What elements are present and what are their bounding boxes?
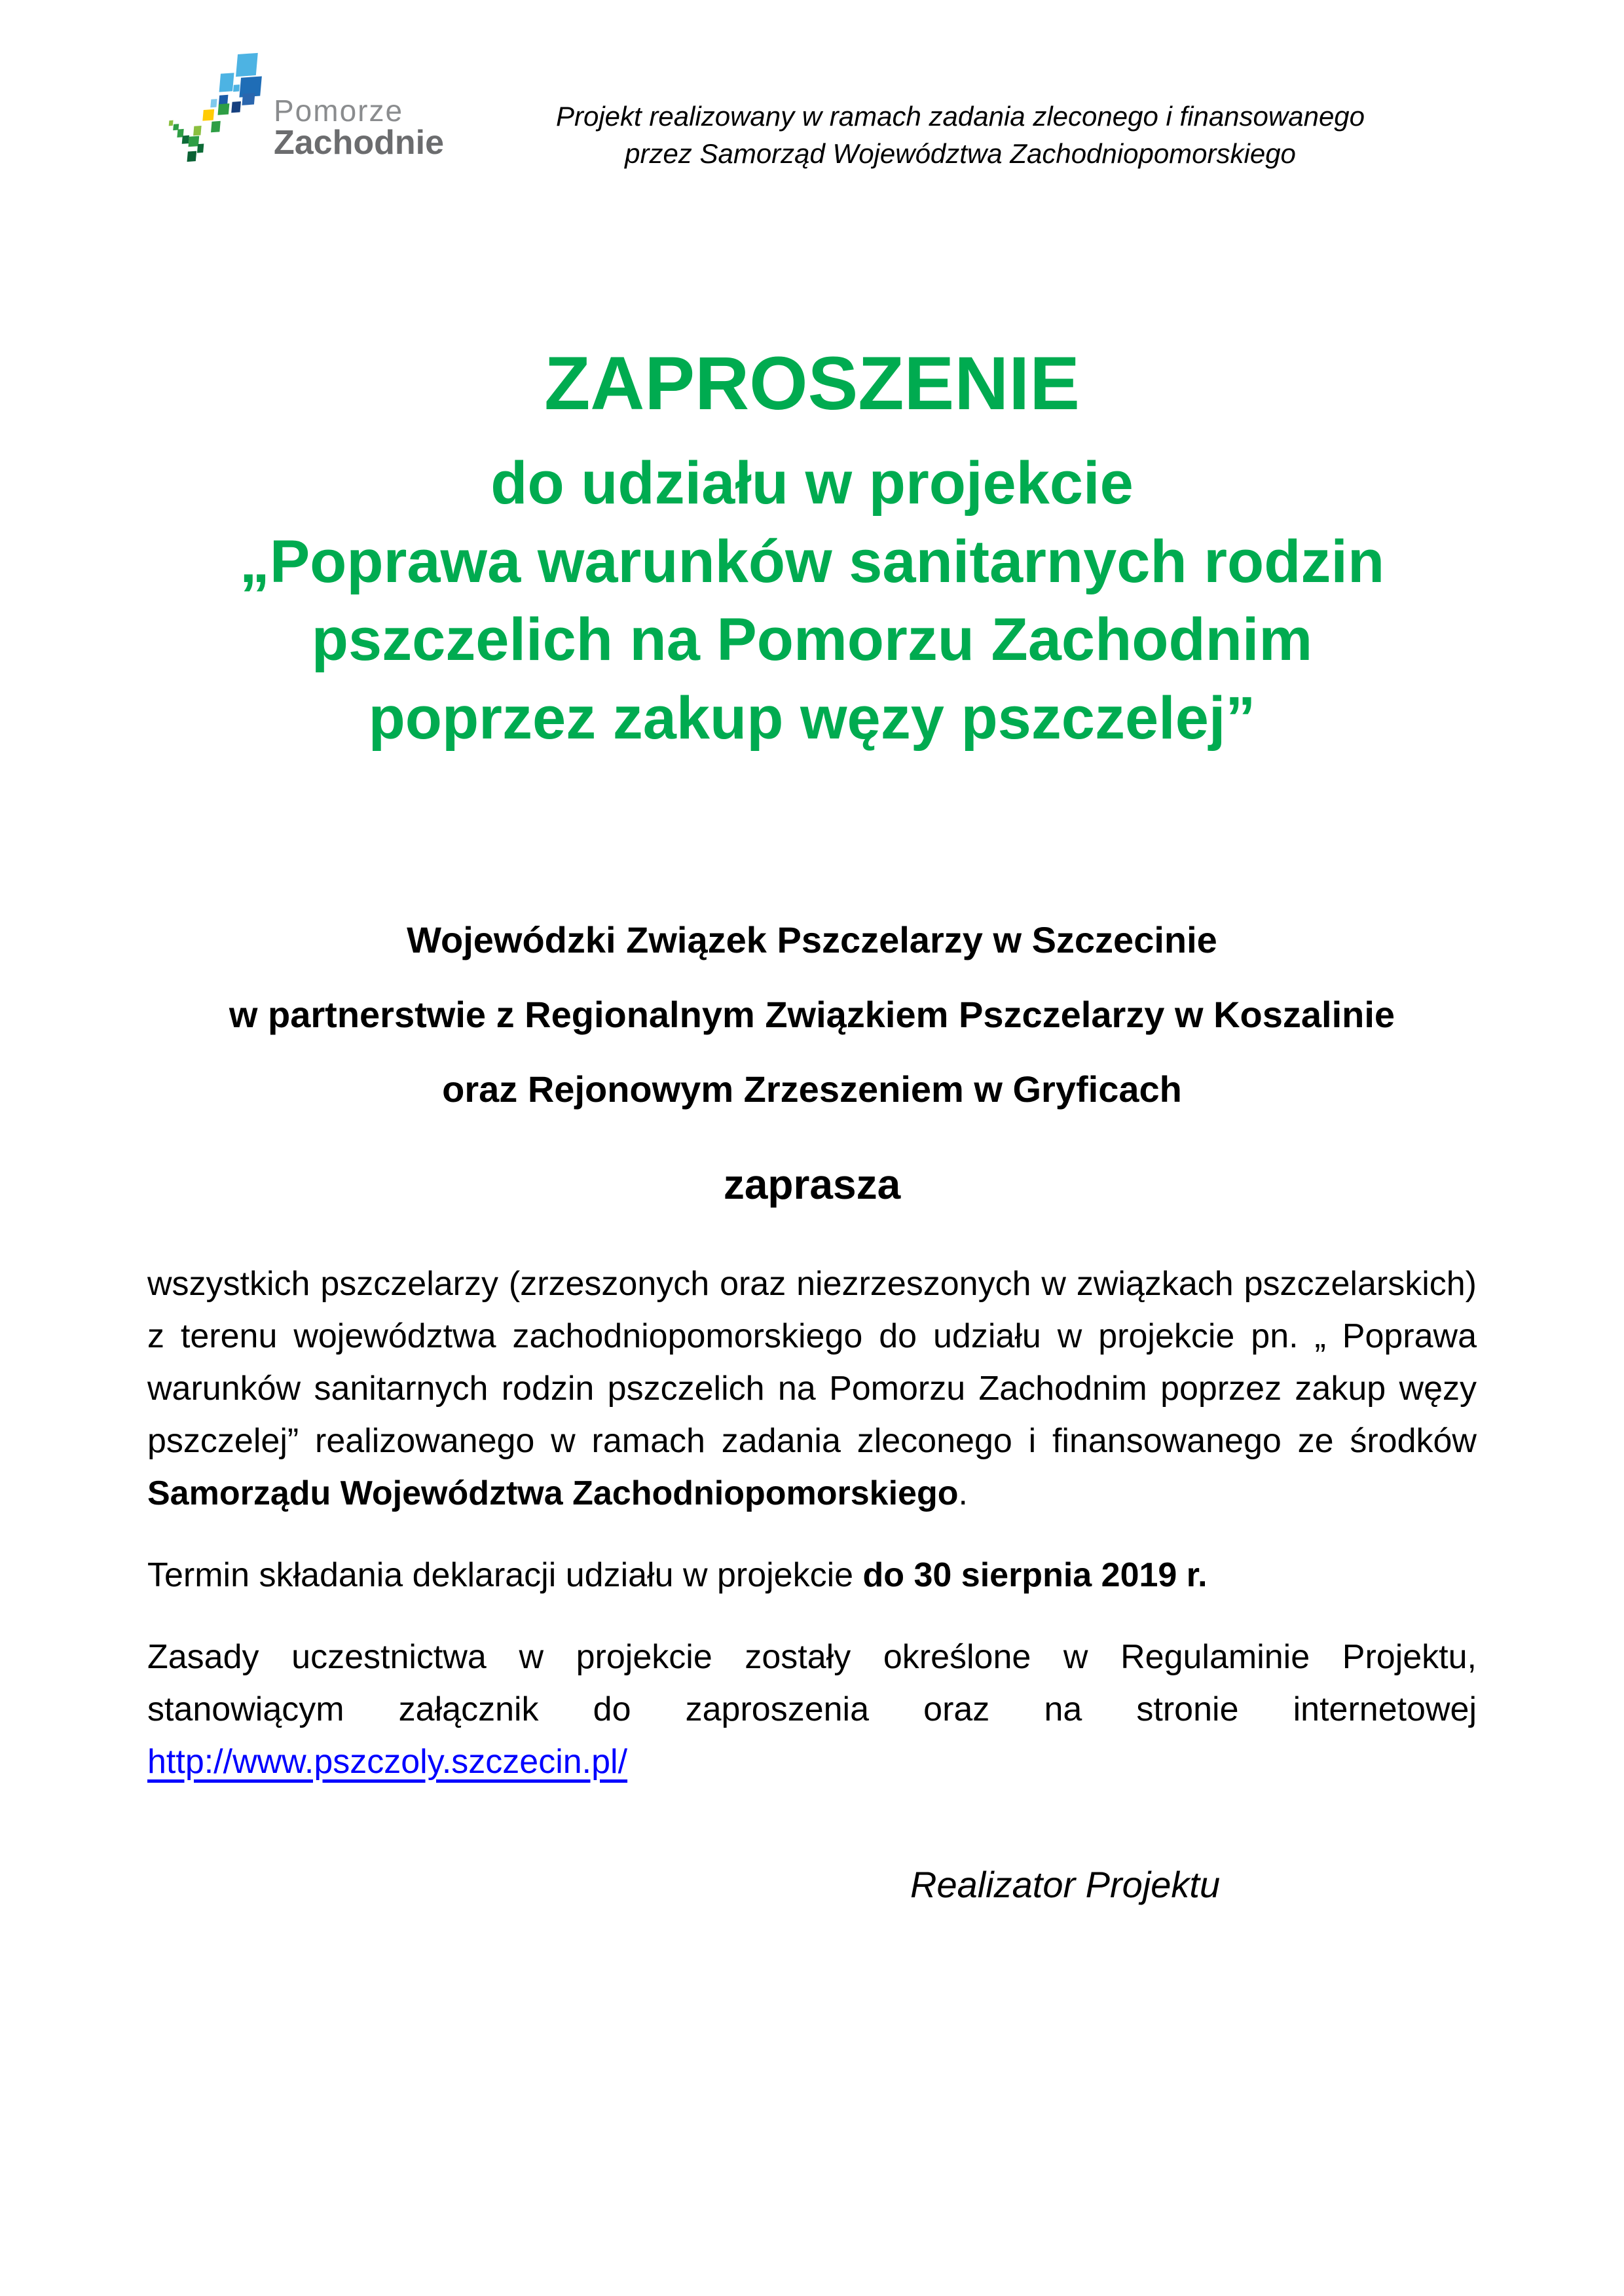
signature-line: Realizator Projektu	[910, 1863, 1221, 1905]
invite-word: zaprasza	[723, 1160, 901, 1208]
paragraph-deadline-text: Termin składania deklaracji udziału w projekcie	[147, 1556, 863, 1594]
title-line-project-1: „Poprawa warunków sanitarnych rodzin	[239, 528, 1385, 595]
funding-note-line2: przez Samorząd Województwa Zachodniopomorskiego	[625, 137, 1296, 169]
header	[147, 47, 1477, 172]
organizer-line-3: oraz Rejonowym Zrzeszeniem w Gryficach	[442, 1068, 1182, 1110]
paragraph-project-description-text: wszystkich pszczelarzy (zrzeszonych oraz niezrzeszonych w związkach pszczelarskich) z terenu województwa zachodniopomorskiego do udziału w projekcie pn. „ Poprawa warunków sanitarnych rodzin pszczelich na Pomorzu Zachodnim poprzez zakup węzy pszczelej” realizowanego w ramach zadania zleconego i finansowanego ze środków	[147, 1264, 1477, 1460]
title-line-subtitle: do udziału w projekcie	[490, 450, 1134, 517]
paragraph-deadline-date-bold: do 30 sierpnia 2019 r.	[862, 1556, 1208, 1594]
funding-note	[444, 98, 1477, 172]
paragraph-project-description-period: .	[958, 1474, 968, 1512]
paragraph-deadline	[147, 1549, 1477, 1601]
logo-wordmark	[274, 93, 445, 162]
title-line-zaproszenie: ZAPROSZENIE	[544, 342, 1080, 426]
paragraph-rules-text: Zasady uczestnictwa w projekcie zostały określone w Regulaminie Projektu, stanowiącym załącznik do zaproszenia oraz na stronie internetowej	[147, 1637, 1477, 1728]
funding-note-line1: Projekt realizowany w ramach zadania zleconego i finansowanego	[555, 101, 1365, 132]
paragraph-rules	[147, 1631, 1477, 1788]
organizers-section	[147, 919, 1477, 1110]
organizer-line-1: Wojewódzki Związek Pszczelarzy w Szczecinie	[407, 919, 1217, 960]
invitation-title	[147, 337, 1477, 757]
title-line-project-2: pszczelich na Pomorzu Zachodnim	[311, 606, 1313, 674]
pomorze-zachodnie-logo	[147, 47, 444, 168]
logo-wordmark-line1: Pomorze	[274, 93, 404, 128]
logo-wordmark-line2: Zachodnie	[274, 124, 445, 162]
logo-mosaic-checkmark-icon	[147, 47, 268, 168]
paragraph-project-description	[147, 1258, 1477, 1520]
title-line-project-3: poprzez zakup węzy pszczelej”	[368, 684, 1256, 752]
website-link[interactable]: http://www.pszczoly.szczecin.pl/	[147, 1742, 628, 1781]
organizer-line-2: w partnerstwie z Regionalnym Związkiem Pszczelarzy w Koszalinie	[229, 993, 1395, 1035]
paragraph-project-description-bold: Samorządu Województwa Zachodniopomorskiego	[147, 1474, 959, 1512]
